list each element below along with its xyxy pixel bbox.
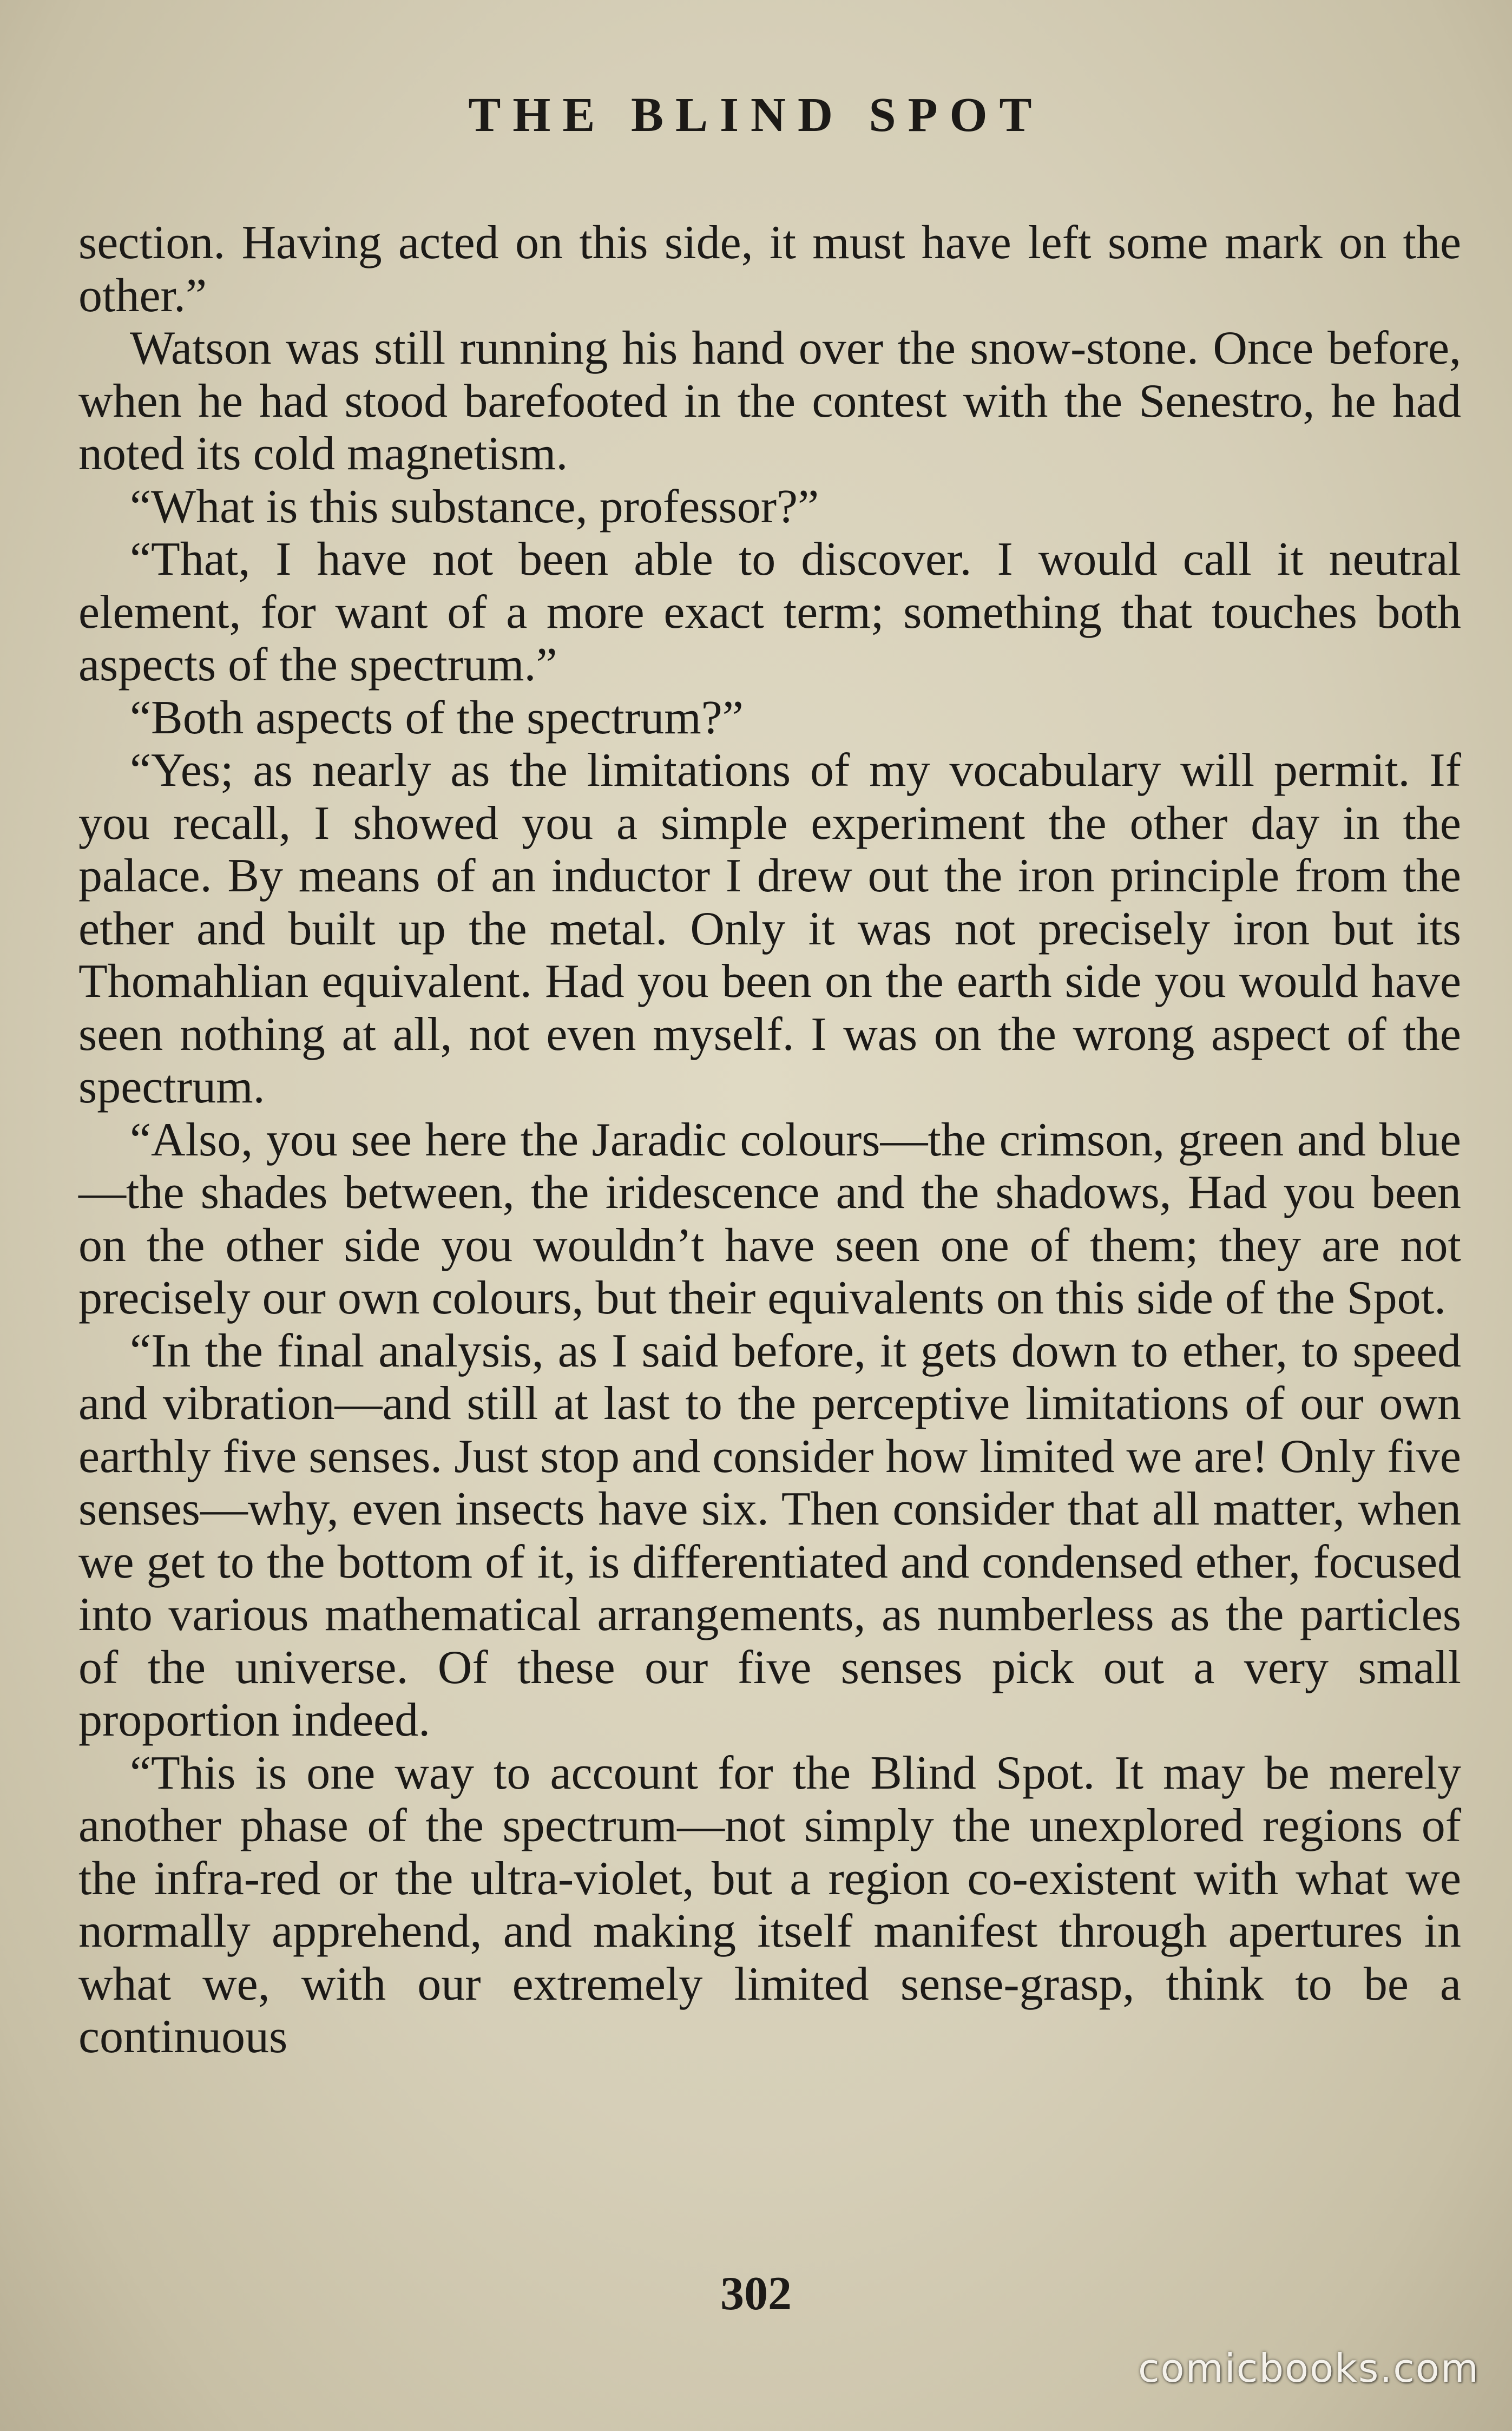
paragraph-8: “In the final analysis, as I said before, it gets down to ether, to speed and vibration—and still at last to the perceptive limitations of our own earthly five senses. Just stop and consider how limited we are! Only five senses—why, even insects have six. Then consider that all matter, when we get to the bottom of it, is differentiated and condensed ether, focused into various mathematical arrangements, as numberless as the particles of the universe. Of these our five senses pick out a very small proportion indeed. — [78, 1324, 1461, 1746]
running-title: THE BLIND SPOT — [468, 88, 1044, 142]
site-watermark: comicbooks.com — [1138, 2345, 1480, 2391]
paragraph-9: “This is one way to account for the Blind Spot. It may be merely another phase of the spectrum—not simply the unexplored regions of the infra-red or the ultra-violet, but a region co-existent with what we normally apprehend, and making itself manifest through apertures in what we, with our extremely limited sense-grasp, think to be a continuous — [78, 1746, 1461, 2063]
paragraph-5: “Both aspects of the spectrum?” — [130, 691, 744, 744]
page-number: 302 — [720, 2268, 792, 2320]
body-text — [78, 216, 1461, 2064]
paragraph-6: “Yes; as nearly as the limitations of my vocabulary will permit. If you recall, I showed you a simple experiment the other day in the palace. By means of an inductor I drew out the iron principle from the ether and built up the metal. Only it was not precisely iron but its Thomahlian equivalent. Had you been on the earth side you would have seen nothing at all, not even myself. I was on the wrong aspect of the spectrum. — [78, 744, 1461, 1113]
paragraph-2: Watson was still running his hand over the snow-stone. Once before, when he had stood barefooted in the contest with the Senestro, he had noted its cold magnetism. — [78, 322, 1461, 480]
paragraph-4: “That, I have not been able to discover. I would call it neutral element, for want of a more exact term; something that touches both aspects of the spectrum.” — [78, 533, 1461, 691]
paragraph-7: “Also, you see here the Jaradic colours—the crimson, green and blue—the shades between, the iridescence and the shadows, Had you been on the other side you wouldn’t have seen one of them; they are not precisely our own colours, but their equivalents on this side of the Spot. — [78, 1113, 1461, 1324]
paragraph-3: “What is this substance, professor?” — [130, 480, 819, 533]
paragraph-1: section. Having acted on this side, it must have left some mark on the other.” — [78, 216, 1461, 322]
